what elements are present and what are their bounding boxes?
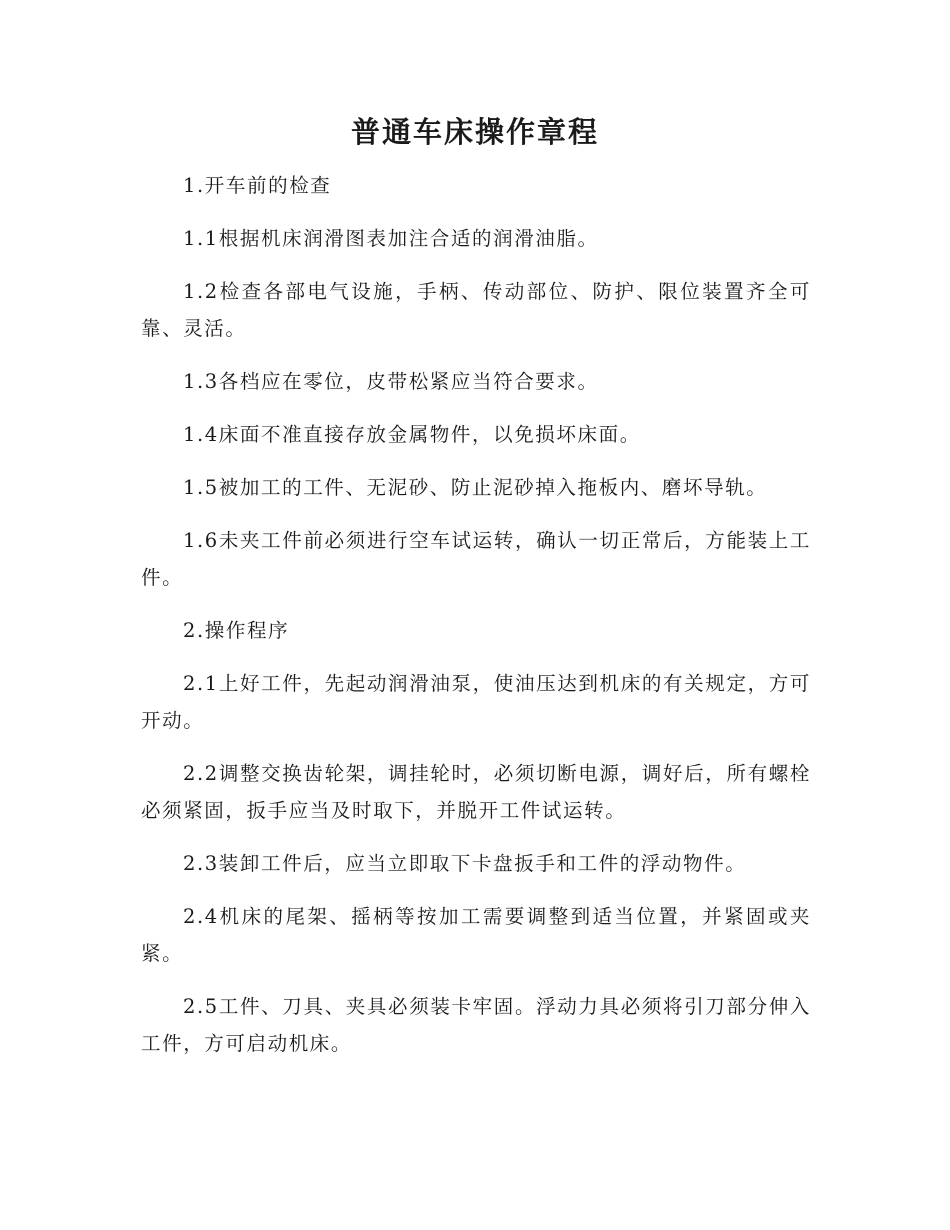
document-body [141,167,811,1078]
paragraph-1-1: 1.1根据机床润滑图表加注合适的润滑油脂。 [183,227,599,250]
paragraph-1-3: 1.3各档应在零位，皮带松紧应当符合要求。 [183,370,599,393]
paragraph-1-6: 1.6未夹工件前必须进行空车试运转，确认一切正常后，方能装上工件。 [141,529,811,589]
paragraph-2-3: 2.3装卸工件后，应当立即取下卡盘扳手和工件的浮动物件。 [183,852,747,875]
paragraph-2: 2.操作程序 [183,619,290,642]
paragraph-2-2: 2.2调整交换齿轮架，调挂轮时，必须切断电源，调好后，所有螺栓必须紧固，扳手应当及时取下，并脱开工件试运转。 [141,762,811,822]
paragraph-2-4: 2.4机床的尾架、摇柄等按加工需要调整到适当位置，并紧固或夹紧。 [141,905,811,965]
paragraph-1-5: 1.5被加工的工件、无泥砂、防止泥砂掉入拖板内、磨坏导轨。 [183,476,768,499]
paragraph-2-1: 2.1上好工件，先起动润滑油泵，使油压达到机床的有关规定，方可开动。 [141,672,811,732]
paragraph-1: 1.开车前的检查 [183,174,332,197]
paragraph-1-2: 1.2检查各部电气设施，手柄、传动部位、防护、限位装置齐全可靠、灵活。 [141,280,811,340]
paragraph-1-4: 1.4床面不准直接存放金属物件，以免损坏床面。 [183,423,641,446]
document-title: 普通车床操作章程 [350,115,599,149]
paragraph-2-5: 2.5工件、刀具、夹具必须装卡牢固。浮动力具必须将引刀部分伸入工件，方可启动机床。 [141,995,811,1055]
